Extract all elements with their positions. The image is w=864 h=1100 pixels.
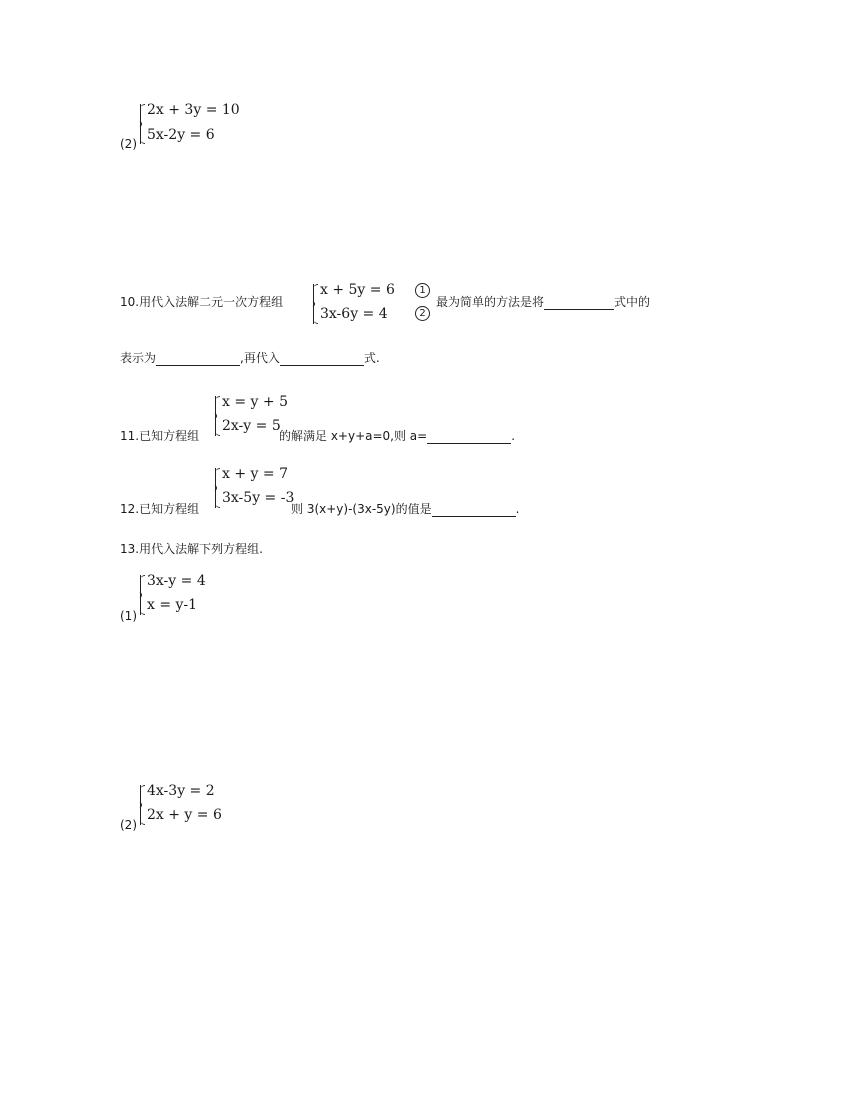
equation: 5x-2y = 6 (147, 127, 215, 143)
equation-system (215, 466, 295, 510)
equation: 2x + y = 6 (147, 807, 222, 823)
text: . (515, 502, 520, 516)
equation-system (215, 394, 288, 438)
circled-number-2: 2 (415, 306, 430, 321)
equation-system (313, 282, 413, 326)
answer-blank[interactable] (280, 353, 364, 366)
question-12-prefix: 12.已知方程组 (120, 502, 200, 516)
answer-blank[interactable] (432, 504, 516, 517)
equation: 3x-5y = -3 (222, 490, 295, 506)
text: 式中的 (614, 295, 651, 309)
equation: 4x-3y = 2 (147, 783, 215, 799)
equation: 3x-y = 4 (147, 573, 206, 589)
equation: x = y-1 (147, 597, 198, 613)
circled-number-1: 1 (415, 283, 430, 298)
question-13-title: 13.用代入法解下列方程组. (120, 542, 263, 556)
part-label: (1) (120, 609, 137, 623)
text: 则 3(x+y)-(3x-5y)的值是 (291, 502, 432, 516)
equation: x = y + 5 (222, 394, 288, 410)
equation-system (140, 573, 230, 617)
text: 最为简单的方法是将 (436, 295, 545, 309)
question-10-text (436, 293, 650, 310)
equation: 2x + 3y = 10 (147, 102, 240, 118)
equation-system (140, 102, 260, 146)
text: . (511, 429, 516, 443)
equation: x + 5y = 6 (320, 282, 395, 298)
answer-blank[interactable] (427, 431, 511, 444)
part-label: (2) (120, 818, 137, 832)
part-label: (2) (120, 137, 137, 151)
equation-system (140, 783, 230, 827)
question-11-prefix: 11.已知方程组 (120, 429, 200, 443)
answer-blank[interactable] (544, 297, 614, 310)
equation: 2x-y = 5 (222, 418, 281, 434)
equation: 3x-6y = 4 (320, 306, 388, 322)
text: ,再代入 (240, 351, 280, 365)
text: 式. (363, 351, 380, 365)
answer-blank[interactable] (156, 353, 240, 366)
question-12-text (291, 500, 519, 517)
text: 的解满足 x+y+a=0,则 a= (279, 429, 428, 443)
question-10-prefix: 10.用代入法解二元一次方程组 (120, 295, 284, 309)
equation: x + y = 7 (222, 466, 288, 482)
question-10-line-2 (120, 349, 380, 366)
text: 表示为 (120, 351, 157, 365)
question-11-text (279, 427, 515, 444)
